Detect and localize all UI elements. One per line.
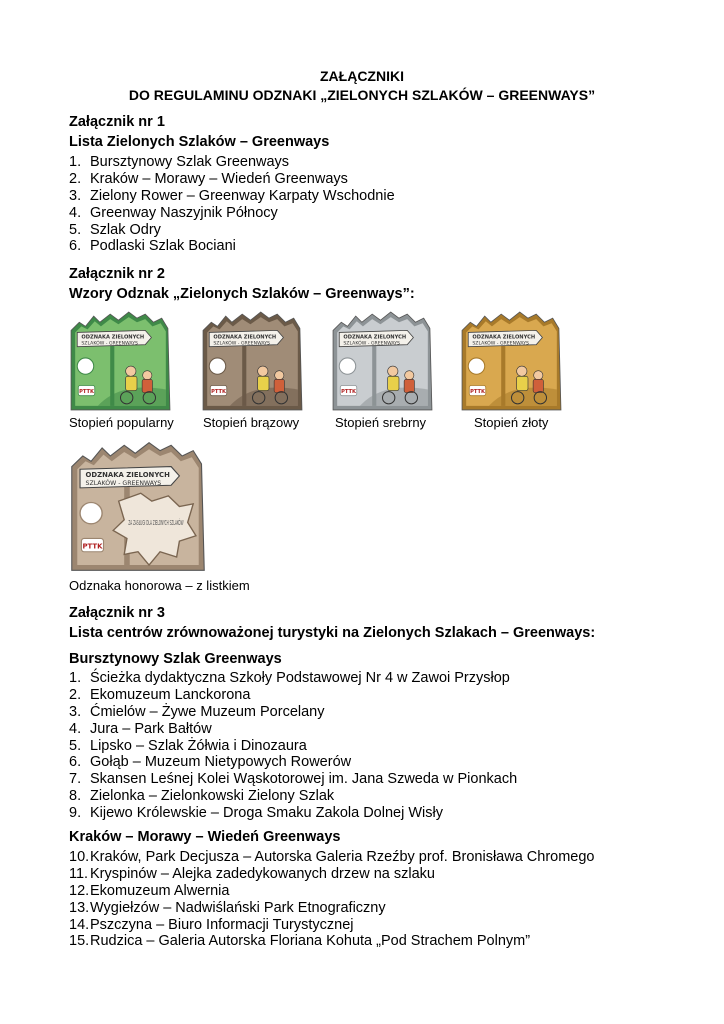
list-item: 3. Zielony Rower – Greenway Karpaty Wschodnie — [69, 187, 395, 204]
annex-1-title: Załącznik nr 1 — [69, 114, 165, 130]
document-subtitle: DO REGULAMINU ODZNAKI „ZIELONYCH SZLAKÓW – GREENWAYS” — [128, 87, 596, 103]
badge-sign-line1: ODZNAKA ZIELONYCH — [472, 334, 536, 341]
badge-sign-line1: ODZNAKA ZIELONYCH — [81, 334, 145, 341]
badge-caption-honor: Odznaka honorowa – z listkiem — [69, 578, 250, 593]
list-item: 1. Bursztynowy Szlak Greenways — [69, 154, 290, 170]
list-item: 3. Ćmielów – Żywe Muzeum Porcelany — [69, 703, 325, 720]
honor-leaf-text: ZA ZASŁUGI DLA ZIELONYCH SZLAKÓW — [128, 518, 184, 528]
section-title-krakow-trail: Kraków – Morawy – Wiedeń Greenways — [69, 829, 341, 845]
list-item: 8. Zielonka – Zielonkowski Zielony Szlak — [69, 788, 335, 805]
list-item: 14. Pszczyna – Biuro Informacji Turystycznej — [69, 916, 354, 933]
annex-2-title: Załącznik nr 2 — [69, 266, 165, 282]
pttk-logo: PTTK — [79, 389, 94, 396]
list-item: 5. Szlak Odry — [69, 221, 161, 238]
badge-bronze — [201, 310, 304, 412]
pttk-logo: PTTK — [211, 389, 226, 396]
badge-honor — [69, 440, 207, 573]
badge-sign-line2: SZLAKÓW - GREENWAYS — [213, 341, 270, 347]
badge-sign-line2: SZLAKÓW - GREENWAYS — [81, 341, 138, 347]
list-item: 2. Kraków – Morawy – Wiedeń Greenways — [69, 170, 348, 187]
badge-silver — [331, 310, 434, 412]
badge-popular — [69, 310, 172, 412]
badge-caption-popular: Stopień popularny — [69, 415, 174, 430]
pttk-logo: PTTK — [341, 389, 356, 396]
badge-sign-line1: ODZNAKA ZIELONYCH — [213, 334, 277, 341]
badge-sign-line2: SZLAKÓW - GREENWAYS — [85, 480, 162, 488]
list-item: 9. Kijewo Królewskie – Droga Smaku Zakola Dolnej Wisły — [69, 805, 443, 822]
pttk-logo: PTTK — [82, 542, 103, 551]
list-item: 15. Rudzica – Galeria Autorska Floriana Kohuta „Pod Strachem Polnym” — [69, 933, 531, 950]
list-item: 12. Ekomuzeum Alwernia — [69, 882, 230, 899]
list-item: 4. Jura – Park Bałtów — [69, 720, 212, 737]
list-item: 5. Lipsko – Szlak Żółwia i Dinozaura — [69, 737, 307, 754]
document-title: ZAŁĄCZNIKI — [320, 68, 404, 84]
list-item: 11. Kryspinów – Alejka zadedykowanych drzew na szlaku — [69, 865, 435, 882]
badge-sign-line1: ODZNAKA ZIELONYCH — [85, 471, 170, 480]
pttk-logo: PTTK — [470, 389, 485, 396]
centers-list-krakow — [69, 849, 595, 950]
list-item: 4. Greenway Naszyjnik Północy — [69, 204, 278, 221]
list-item: 10. Kraków, Park Decjusza – Autorska Galeria Rzeźby prof. Bronisława Chromego — [69, 849, 595, 865]
list-item: 6. Podlaski Szlak Bociani — [69, 238, 236, 255]
badge-gold — [460, 310, 563, 412]
badge-caption-gold: Stopień złoty — [474, 415, 549, 430]
badge-sign-line2: SZLAKÓW - GREENWAYS — [472, 341, 529, 347]
trail-list — [69, 154, 395, 255]
list-item: 7. Skansen Leśnej Kolei Wąskotorowej im. Jana Szweda w Pionkach — [69, 771, 518, 788]
centers-list-amber — [69, 670, 517, 822]
annex-3-title: Załącznik nr 3 — [69, 605, 165, 621]
badge-sign-line1: ODZNAKA ZIELONYCH — [343, 334, 407, 341]
badge-caption-silver: Stopień srebrny — [335, 415, 427, 430]
annex-2-subtitle: Wzory Odznak „Zielonych Szlaków – Greenways”: — [69, 286, 415, 302]
annex-1-subtitle: Lista Zielonych Szlaków – Greenways — [69, 134, 330, 150]
badge-caption-bronze: Stopień brązowy — [203, 415, 300, 430]
badge-sign-line2: SZLAKÓW - GREENWAYS — [343, 341, 400, 347]
list-item: 1. Ścieżka dydaktyczna Szkoły Podstawowej Nr 4 w Zawoi Przysłop — [69, 670, 510, 686]
list-item: 6. Gołąb – Muzeum Nietypowych Rowerów — [69, 754, 352, 771]
list-item: 13. Wygiełzów – Nadwiślański Park Etnograficzny — [69, 899, 386, 916]
list-item: 2. Ekomuzeum Lanckorona — [69, 686, 251, 703]
annex-3-subtitle: Lista centrów zrównoważonej turystyki na Zielonych Szlakach – Greenways: — [69, 625, 596, 641]
section-title-amber-trail: Bursztynowy Szlak Greenways — [69, 651, 282, 667]
